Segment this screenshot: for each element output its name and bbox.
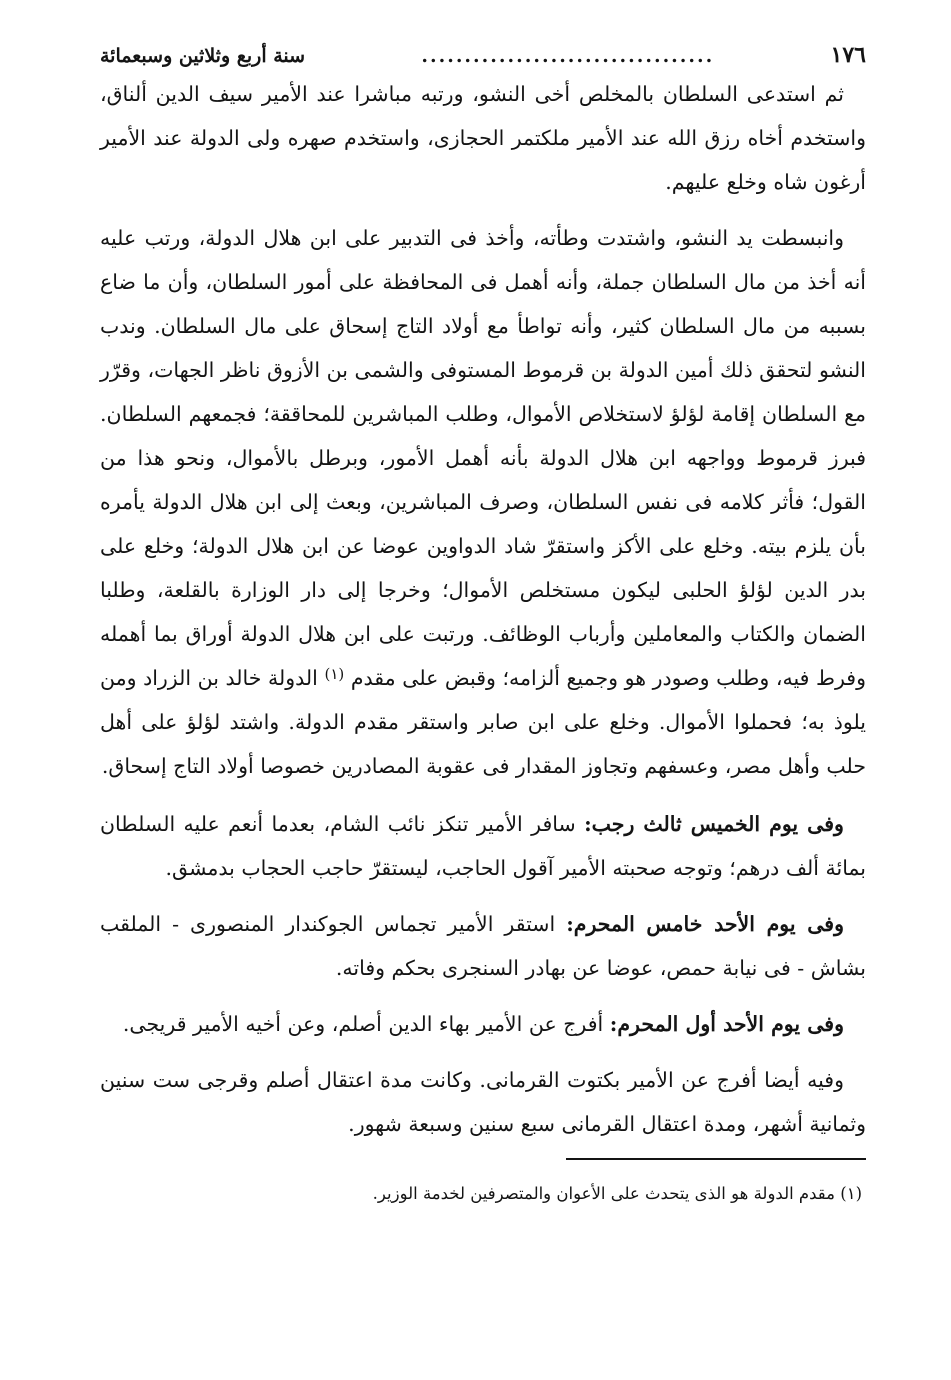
paragraph-6 [100, 1058, 866, 1146]
main-text [100, 72, 866, 1146]
paragraph-text: استقر الأمير تجماس الجوكندار المنصورى - الملقب بشاش - فى نيابة حمص، عوضا عن بهادر السنجرى بحكم وفاته. [100, 912, 866, 980]
paragraph-2 [100, 216, 866, 788]
footnote: (١) مقدم الدولة هو الذى يتحدث على الأعوان والمتصرفين لخدمة الوزير. [372, 1184, 862, 1203]
date-heading: وفى يوم الخميس ثالث رجب: [584, 812, 844, 836]
date-heading: وفى يوم الأحد خامس المحرم: [566, 912, 844, 936]
running-header [100, 38, 866, 72]
paragraph-5 [100, 1002, 866, 1046]
page-number: ١٧٦ [830, 42, 866, 68]
paragraph-text: الدولة خالد بن الزراد ومن يلوذ به؛ فحملوا الأموال. وخلع على ابن صابر واستقر مقدم الدولة. واشتد لؤلؤ على أهل حلب وأهل مصر، وعسفهم وتجاوز المقدار فى عقوبة المصادرين خصوصا أولاد التاج إسحاق. [100, 666, 866, 778]
running-title: سنة أربع وثلاثين وسبعمائة [100, 45, 306, 67]
paragraph-text: وفيه أيضا أفرج عن الأمير بكتوت القرمانى. وكانت مدة اعتقال أصلم وقرجى ست سنين وثمانية أشهر، ومدة اعتقال القرمانى سبع سنين وسبعة شهور. [100, 1068, 866, 1136]
footnote-divider [566, 1158, 866, 1160]
date-heading: وفى يوم الأحد أول المحرم: [609, 1012, 844, 1036]
paragraph-1 [100, 72, 866, 204]
paragraph-text: ثم استدعى السلطان بالمخلص أخى النشو، ورتبه مباشرا عند الأمير سيف الدين ألناق، واستخدم أخاه رزق الله عند الأمير ملكتمر الحجازى، واستخدم صهره ولى الدولة عند الأمير أرغون شاه وخلع عليهم. [100, 82, 866, 194]
footnote-reference[interactable]: (١) [324, 665, 345, 683]
paragraph-text: سافر الأمير تنكز نائب الشام، بعدما أنعم عليه السلطان بمائة ألف درهم؛ وتوجه صحبته الأمير آقول الحاجب، ليستقرّ حاجب الحجاب بدمشق. [100, 812, 866, 880]
paragraph-3 [100, 802, 866, 890]
header-leader-dots: .................................. [421, 45, 715, 67]
paragraph-4 [100, 902, 866, 990]
paragraph-text: أفرج عن الأمير بهاء الدين أصلم، وعن أخيه الأمير قريجى. [122, 1012, 604, 1036]
book-page [100, 38, 866, 1206]
paragraph-text: وانبسطت يد النشو، واشتدت وطأته، وأخذ فى التدبير على ابن هلال الدولة، ورتب عليه أنه أخذ من مال السلطان جملة، وأنه أهمل فى المحافظة على أمور السلطان، وأن ما ضاع بسببه من مال السلطان كثير، وأنه تواطأ مع أولاد التاج إسحاق على مال السلطان. وندب النشو لتحقق ذلك أمين الدولة بن قرموط المستوفى والشمى بن الأزوق ناظر الجهات، وقرّر مع السلطان إقامة لؤلؤ لاستخلاص الأموال، وطلب المباشرين للمحاققة؛ فجمعهم السلطان. فبرز قرموط وواجهه ابن هلال الدولة بأنه أهمل الأمور، وبرطل بالأموال، ونحو هذا من القول؛ فأثر كلامه فى نفس السلطان، وصرف المباشرين، وبعث إلى ابن هلال الدولة يأمره بأن يلزم بيته. وخلع على الأكز واستقرّ شاد الدواوين عوضا عن ابن هلال الدولة؛ وخلع على بدر الدين لؤلؤ الحلبى ليكون مستخلص الأموال؛ وخرجا إلى دار الوزارة بالقلعة، وطلبا الضمان والكتاب والمعاملين وأرباب الوظائف. ورتبت على ابن هلال الدولة أوراق بما أهمله وفرط فيه، وطلب وصودر هو وجميع ألزامه؛ وقبض على مقدم [100, 226, 866, 690]
